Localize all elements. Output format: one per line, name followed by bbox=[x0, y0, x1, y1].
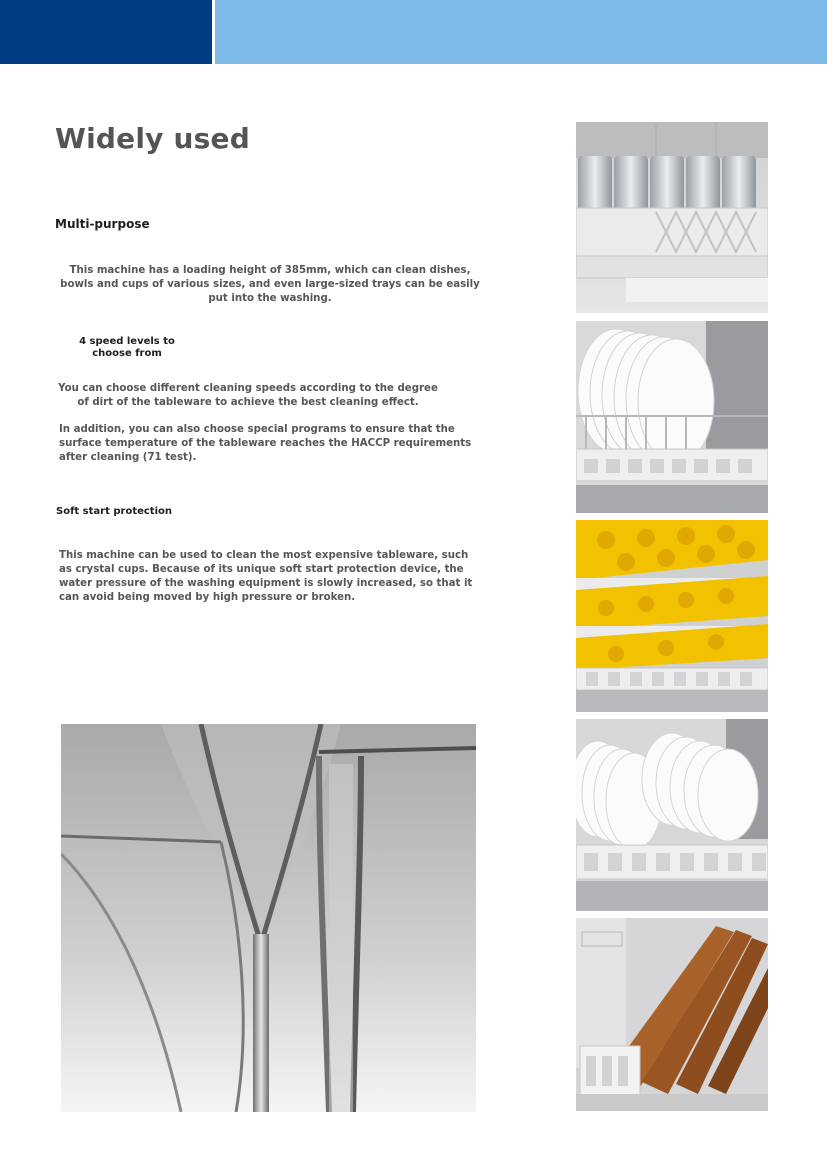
section-heading-multi-purpose: Multi-purpose bbox=[55, 217, 150, 231]
trays-rack-photo bbox=[576, 918, 768, 1111]
section-heading-soft-start: Soft start protection bbox=[56, 506, 173, 517]
section-text-multi-purpose: This machine has a loading height of 385mm, which can clean dishes, bowls and cups of various sizes, and even large-sized trays can be easily put into the washing. bbox=[60, 265, 480, 304]
header-band-dark bbox=[0, 0, 212, 64]
plates-rack-front-photo bbox=[576, 719, 768, 911]
section-text-soft-start: This machine can be used to clean the most expensive tableware, such as crystal cups. Because of its unique soft start protection device, the water pressure of the washing equipment is slowly increased, so that it can avoid being moved by high pressure or broken. bbox=[59, 550, 473, 603]
section-text-speed-levels: You can choose different cleaning speeds according to the degree of dirt of the tableware to achieve the best cleaning effect. bbox=[58, 383, 438, 408]
wine-glasses-photo bbox=[61, 724, 476, 1112]
section-text-haccp: In addition, you can also choose special programs to ensure that the surface temperature of the tableware reaches the HACCP requirements after cleaning (71 test). bbox=[59, 424, 472, 463]
glasses-rack-photo bbox=[576, 122, 768, 313]
stacked-cup-racks-photo bbox=[576, 520, 768, 712]
section-heading-speed-levels: 4 speed levels to choose from bbox=[79, 336, 175, 359]
plates-rack-photo bbox=[576, 321, 768, 513]
header-band-light bbox=[215, 0, 827, 64]
page-title: Widely used bbox=[55, 122, 250, 155]
